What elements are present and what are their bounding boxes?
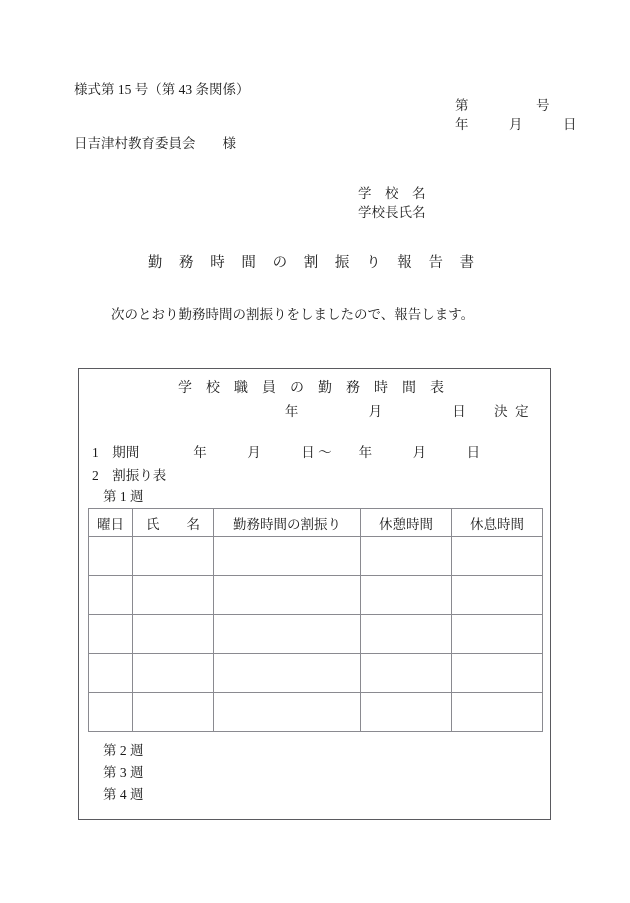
column-header-break-time: 休憩時間 <box>361 509 452 537</box>
schedule-box-title <box>79 377 550 397</box>
intro-sentence: 次のとおり勤務時間の割振りをしましたので、報告します。 <box>111 307 475 322</box>
school-name-label: 学 校 名 <box>358 186 426 201</box>
table-row <box>89 693 543 732</box>
cell-break-time[interactable] <box>361 537 452 576</box>
week-2-label: 第 2 週 <box>103 743 144 758</box>
column-header-rest-time: 休息時間 <box>452 509 543 537</box>
cell-allocation[interactable] <box>214 654 361 693</box>
period-line: 1 期間 年 月 日 〜 年 月 日 <box>92 445 481 460</box>
week-1-label: 第 1 週 <box>103 489 144 504</box>
cell-rest-time[interactable] <box>452 693 543 732</box>
schedule-box-title-text: 学校職員の勤務時間表 <box>178 381 458 396</box>
cell-allocation[interactable] <box>214 537 361 576</box>
cell-name[interactable] <box>133 654 214 693</box>
column-header-name: 氏 名 <box>133 509 214 537</box>
cell-rest-time[interactable] <box>452 576 543 615</box>
cell-day[interactable] <box>89 576 133 615</box>
cell-name[interactable] <box>133 537 214 576</box>
principal-name-label: 学校長氏名 <box>358 205 426 220</box>
cell-name[interactable] <box>133 576 214 615</box>
cell-break-time[interactable] <box>361 693 452 732</box>
cell-rest-time[interactable] <box>452 615 543 654</box>
column-header-day: 曜日 <box>89 509 133 537</box>
cell-day[interactable] <box>89 654 133 693</box>
cell-allocation[interactable] <box>214 693 361 732</box>
column-header-allocation: 勤務時間の割振り <box>214 509 361 537</box>
cell-day[interactable] <box>89 693 133 732</box>
document-number-field: 第 号 <box>455 98 550 113</box>
allocation-table <box>88 508 543 732</box>
week-4-label: 第 4 週 <box>103 787 144 802</box>
page-title-text: 勤務時間の割振り報告書 <box>147 255 491 271</box>
table-row <box>89 576 543 615</box>
cell-name[interactable] <box>133 615 214 654</box>
cell-break-time[interactable] <box>361 615 452 654</box>
cell-day[interactable] <box>89 615 133 654</box>
cell-allocation[interactable] <box>214 576 361 615</box>
cell-day[interactable] <box>89 537 133 576</box>
table-row <box>89 615 543 654</box>
cell-break-time[interactable] <box>361 576 452 615</box>
page-title <box>0 251 630 272</box>
addressee-label: 日吉津村教育委員会 様 <box>74 136 236 151</box>
cell-break-time[interactable] <box>361 654 452 693</box>
week-3-label: 第 3 週 <box>103 765 144 780</box>
form-number-label: 様式第 15 号（第 43 条関係） <box>74 82 250 97</box>
cell-allocation[interactable] <box>214 615 361 654</box>
table-body <box>89 537 543 732</box>
schedule-box <box>78 368 551 820</box>
document-date-field: 年 月 日 <box>455 117 577 132</box>
table-header-row <box>89 509 543 537</box>
cell-name[interactable] <box>133 693 214 732</box>
cell-rest-time[interactable] <box>452 654 543 693</box>
table-row <box>89 654 543 693</box>
allocation-table-label: 2 割振り表 <box>92 468 167 483</box>
decision-date-field: 年 月 日 決定 <box>284 404 536 419</box>
cell-rest-time[interactable] <box>452 537 543 576</box>
table-row <box>89 537 543 576</box>
